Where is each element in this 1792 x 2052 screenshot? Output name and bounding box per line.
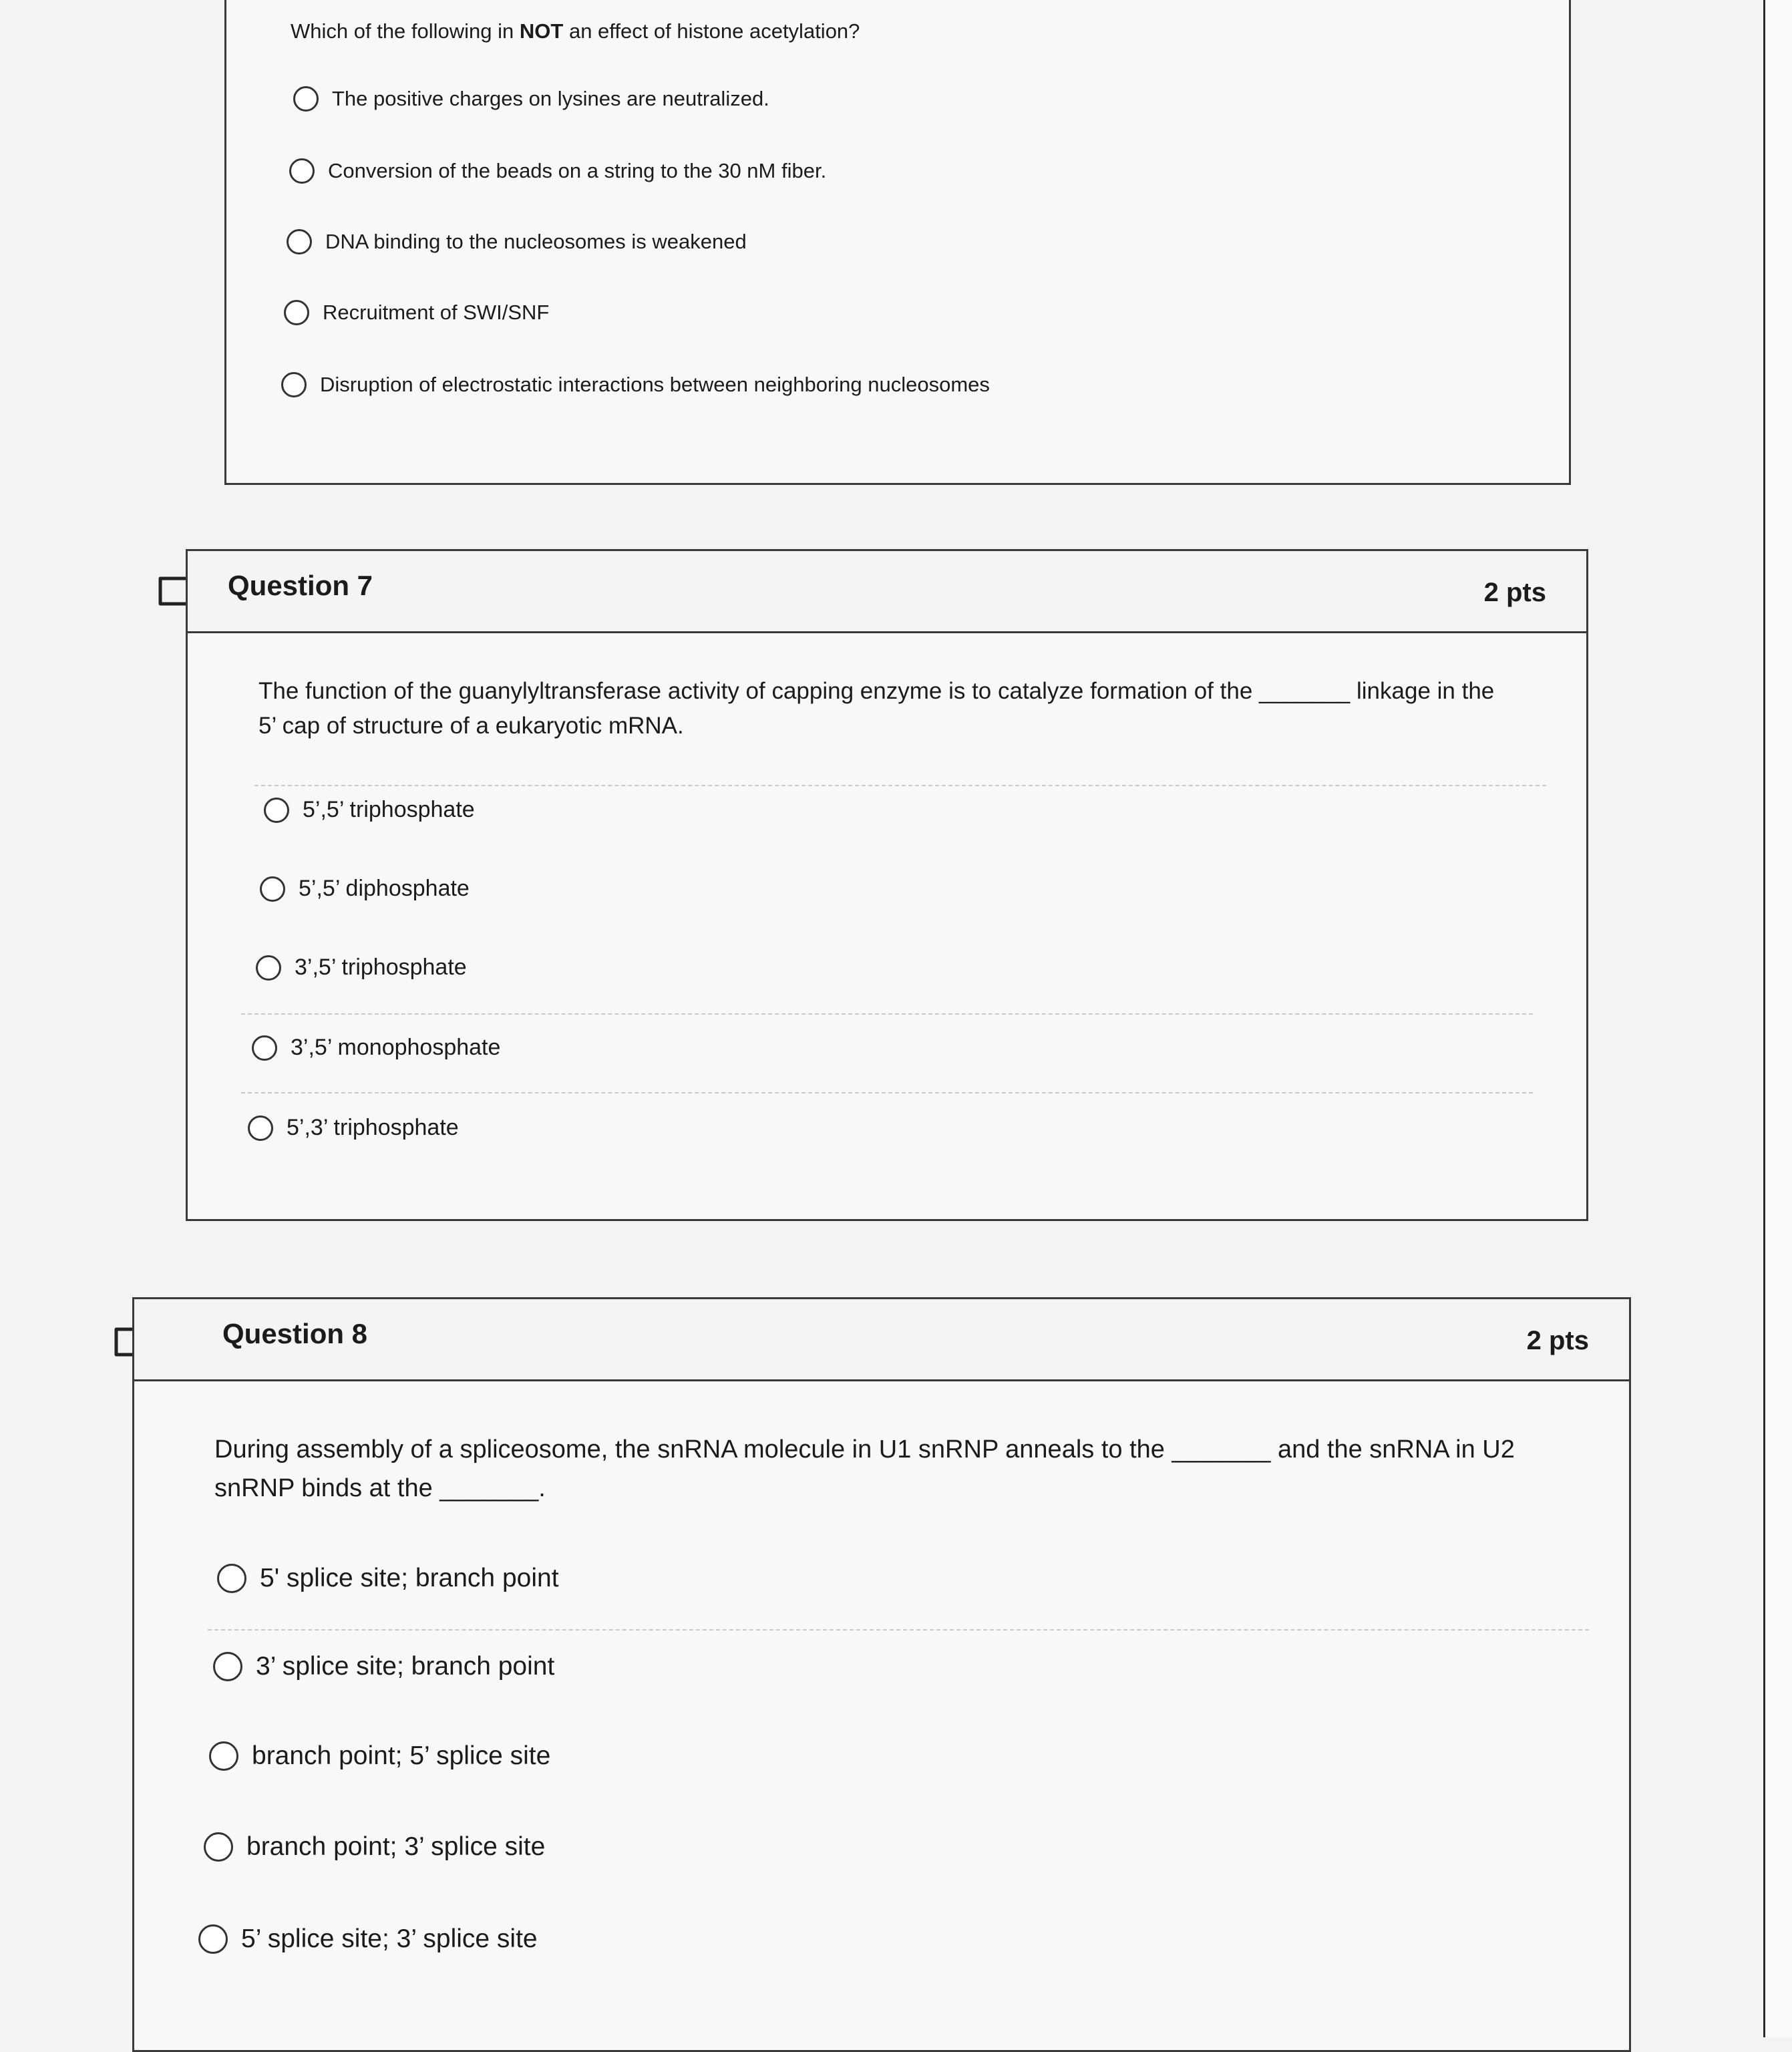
radio-icon[interactable]	[284, 300, 309, 325]
question-7-option-4[interactable]	[252, 1035, 500, 1061]
question-8-option-3[interactable]	[209, 1741, 550, 1771]
radio-icon[interactable]	[256, 955, 281, 981]
option-label: 3’ splice site; branch point	[256, 1652, 555, 1681]
option-label: 5’ splice site; 3’ splice site	[241, 1924, 538, 1953]
radio-icon[interactable]	[287, 229, 312, 254]
option-label: The positive charges on lysines are neutralized.	[332, 87, 769, 110]
radio-icon[interactable]	[252, 1035, 277, 1061]
divider	[241, 1092, 1533, 1093]
question-8-card	[132, 1297, 1631, 2052]
question-8-prompt-line-2: snRNP binds at the _______.	[214, 1474, 546, 1502]
question-6-prompt	[291, 14, 860, 49]
radio-icon[interactable]	[281, 372, 307, 397]
option-label: DNA binding to the nucleosomes is weakened	[325, 230, 747, 253]
radio-icon[interactable]	[217, 1564, 246, 1593]
question-8-points: 2 pts	[1526, 1326, 1589, 1355]
question-8-option-2[interactable]	[213, 1652, 554, 1681]
divider	[254, 785, 1546, 786]
question-7-option-2[interactable]	[260, 876, 470, 902]
question-8-option-4[interactable]	[204, 1832, 545, 1862]
radio-icon[interactable]	[264, 798, 289, 823]
option-label: Conversion of the beads on a string to the 30 nM fiber.	[328, 159, 827, 182]
divider	[208, 1629, 1589, 1631]
radio-icon[interactable]	[204, 1832, 233, 1862]
question-8-header	[134, 1299, 1629, 1381]
radio-icon[interactable]	[213, 1652, 242, 1681]
question-7-option-1[interactable]	[264, 797, 475, 823]
option-label: Disruption of electrostatic interactions between neighboring nucleosomes	[320, 373, 990, 396]
question-8-option-1[interactable]	[217, 1564, 559, 1593]
question-6-option-3[interactable]	[287, 229, 747, 254]
question-7-points: 2 pts	[1483, 578, 1546, 607]
question-7-option-3[interactable]	[256, 955, 467, 981]
question-7-title: Question 7	[228, 570, 373, 601]
option-label: 5’,5’ diphosphate	[299, 876, 470, 901]
question-7-header	[188, 551, 1586, 633]
question-7-card	[186, 549, 1588, 1221]
option-label: branch point; 5’ splice site	[252, 1741, 551, 1770]
option-label: 3’,5’ monophosphate	[291, 1035, 501, 1060]
question-7-prompt	[258, 674, 1494, 743]
radio-icon[interactable]	[289, 158, 315, 184]
question-6-prompt-post: an effect of histone acetylation?	[563, 19, 860, 43]
question-6-option-5[interactable]	[281, 372, 990, 397]
question-6-card	[224, 0, 1571, 485]
paper-edge	[1763, 0, 1792, 2037]
option-label: branch point; 3’ splice site	[246, 1832, 546, 1861]
question-8-prompt	[214, 1430, 1515, 1508]
question-8-prompt-line-1: During assembly of a spliceosome, the snRNA molecule in U1 snRNP anneals to the _______ and the snRNA in U2	[214, 1435, 1515, 1464]
radio-icon[interactable]	[209, 1741, 238, 1771]
radio-icon[interactable]	[260, 876, 285, 902]
option-label: Recruitment of SWI/SNF	[323, 301, 550, 324]
radio-icon[interactable]	[293, 86, 319, 112]
radio-icon[interactable]	[248, 1116, 273, 1141]
option-label: 5’,5’ triphosphate	[303, 797, 475, 822]
option-label: 5' splice site; branch point	[260, 1564, 559, 1592]
question-7-prompt-line-2: 5’ cap of structure of a eukaryotic mRNA.	[258, 713, 684, 739]
option-label: 3’,5’ triphosphate	[295, 955, 467, 980]
radio-icon[interactable]	[198, 1924, 228, 1954]
option-label: 5’,3’ triphosphate	[287, 1115, 459, 1140]
question-6-prompt-bold: NOT	[519, 19, 564, 43]
divider	[241, 1013, 1533, 1015]
question-6-prompt-pre: Which of the following in	[291, 19, 520, 43]
question-6-option-1[interactable]	[293, 86, 769, 112]
question-8-title: Question 8	[222, 1318, 368, 1349]
question-7-option-5[interactable]	[248, 1115, 459, 1141]
question-6-option-4[interactable]	[284, 300, 549, 325]
question-7-prompt-line-1: The function of the guanylyltransferase activity of capping enzyme is to catalyze formation of the _______ linkage in the	[258, 678, 1495, 704]
question-8-option-5[interactable]	[198, 1924, 538, 1954]
question-6-option-2[interactable]	[289, 158, 826, 184]
